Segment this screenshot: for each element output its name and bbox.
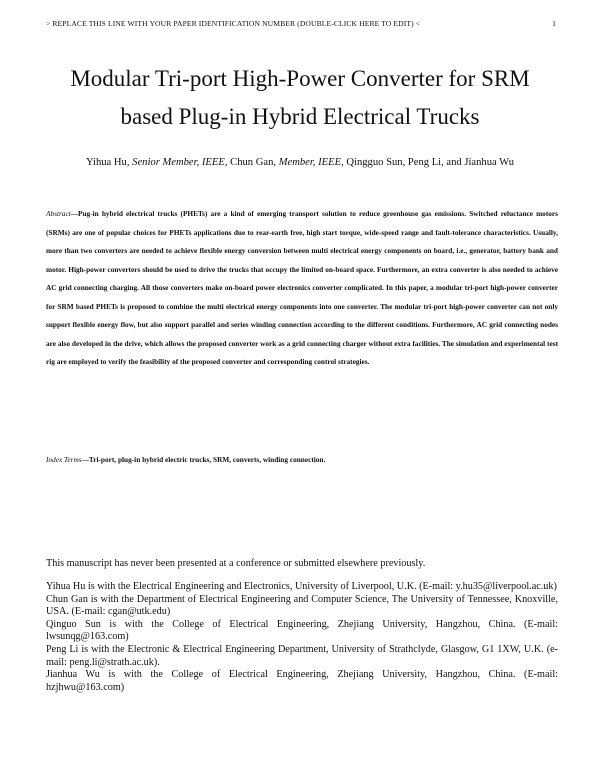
affiliation-5: Jianhua Wu is with the College of Electrical Engineering, Zhejiang University, Hangzhou, China. (E-mail: hzjhwu@163.com): [46, 669, 558, 693]
affiliation-1: Yihua Hu is with the Electrical Engineering and Electronics, University of Liverpool, U.K. (E-mail: y.hu35@liverpool.ac.uk): [46, 581, 557, 592]
index-terms-text: —Tri-port, plug-in hybrid electric trucks, SRM, converts, winding connection.: [81, 455, 326, 464]
author-2-role: Member, IEEE: [278, 157, 342, 168]
author-1: Yihua Hu,: [85, 157, 130, 168]
title-line-1: Modular Tri-port High-Power Converter for SRM: [70, 66, 530, 91]
other-authors: , Qingguo Sun, Peng Li, and Jianhua Wu: [341, 157, 515, 168]
index-terms-label: Index Terms: [46, 455, 82, 464]
abstract: [46, 205, 558, 372]
abstract-label: Abstract: [46, 209, 71, 218]
affiliation-3: Qinguo Sun is with the College of Electrical Engineering, Zhejiang University, Hangzhou, China. (E-mail: lwsunqg@163.com): [46, 618, 558, 643]
page-number: 1: [552, 19, 556, 28]
author-affiliations: [46, 581, 558, 694]
author-1-role: Senior Member, IEEE: [132, 157, 225, 168]
author-2: , Chun Gan,: [224, 157, 277, 168]
affiliation-4: Peng Li is with the Electronic & Electrical Engineering Department, University of Strathclyde, Glasgow, G1 1XW, U.K. (e-mail: peng.li@strath.ac.uk).: [46, 643, 558, 668]
title-line-2: based Plug-in Hybrid Electrical Trucks: [120, 104, 480, 129]
paper-title: [30, 60, 570, 136]
affiliation-2: Chun Gan is with the Department of Electrical Engineering and Computer Science, The University of Tennessee, Knoxville, USA. (E-mail: cgan@utk.edu): [46, 593, 558, 618]
header-text: > REPLACE THIS LINE WITH YOUR PAPER IDENTIFICATION NUMBER (DOUBLE-CLICK HERE TO EDIT) <: [46, 19, 421, 28]
author-list: [30, 157, 570, 168]
manuscript-note: This manuscript has never been presented at a conference or submitted elsewhere previously.: [46, 558, 426, 569]
index-terms: [46, 455, 558, 464]
abstract-text: —Pug-in hybrid electrical trucks (PHETs) are a kind of emerging transport solution to reduce greenhouse gas emissions. Switched reluctance motors (SRMs) are one of popular choices for PHETs applications due to rear-earth free, high start torque, wide-speed range and fault-tolerance characteristics. Usually, more than two converters are needed to achieve flexible energy conversion between multi electrical energy components on board, i.e., generator, battery bank and motor. High-power converters should be used to drive the trucks that occupy the limited on-board space. Furthermore, an extra converter is also needed to achieve AC grid connecting charging. All those converters make on-board power electronics converter complicated. In this paper, a modular tri-port high-power converter for SRM based PHETs is proposed to combine the multi electrical energy components into one converter. The modular tri-port high-power converter can not only support flexible energy flow, but also support parallel and series winding connection according to the different conditions. Furthermore, AC grid connecting nodes are also developed in the drive, which allows the proposed converter work as a grid connecting charger without extra facilities. The simulation and experimental test rig are employed to verify the feasibility of the proposed converter and corresponding control strategies.: [46, 209, 558, 366]
